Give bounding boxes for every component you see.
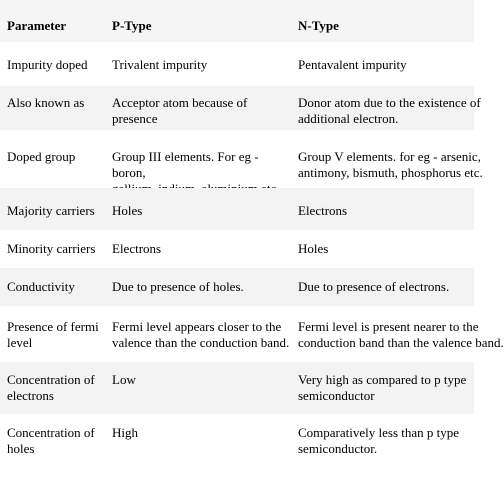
header-parameter: Parameter bbox=[7, 18, 67, 33]
table-row bbox=[0, 414, 474, 495]
p-type-cell: Low bbox=[112, 372, 136, 387]
n-type-cell: Due to presence of electrons. bbox=[298, 279, 450, 294]
table-row bbox=[0, 188, 474, 230]
table-row bbox=[0, 42, 474, 86]
header-p-type: P-Type bbox=[112, 18, 152, 33]
parameter-cell: Doped group bbox=[7, 149, 76, 164]
p-type-cell: Trivalent impurity bbox=[112, 57, 208, 72]
n-type-cell: Group V elements. for eg - arsenic, antimony, bismuth, phosphorus etc. bbox=[298, 149, 483, 180]
table-row bbox=[0, 86, 481, 130]
parameter-cell: Conductivity bbox=[7, 279, 75, 294]
p-type-cell: Due to presence of holes. bbox=[112, 279, 244, 294]
p-type-cell: Electrons bbox=[112, 241, 162, 256]
parameter-cell: Concentration of electrons bbox=[7, 372, 95, 403]
table-row bbox=[0, 268, 474, 306]
p-type-cell: Holes bbox=[112, 203, 143, 218]
parameter-cell: Also known as bbox=[7, 95, 85, 110]
n-type-cell: Donor atom due to the existence of additional electron. bbox=[298, 95, 481, 126]
table-row bbox=[0, 230, 474, 268]
table-header-row bbox=[0, 0, 474, 42]
n-type-cell: Pentavalent impurity bbox=[298, 57, 407, 72]
header-n-type: N-Type bbox=[298, 18, 339, 33]
parameter-cell: Minority carriers bbox=[7, 241, 96, 256]
table-row bbox=[0, 130, 483, 188]
n-type-cell: Very high as compared to p type semiconductor bbox=[298, 372, 467, 403]
p-type-cell: Fermi level appears closer to the valence than the conduction band. bbox=[112, 319, 290, 350]
parameter-cell: Impurity doped bbox=[7, 57, 88, 72]
p-type-cell: High bbox=[112, 425, 138, 440]
p-type-cell: Acceptor atom because of presence bbox=[112, 95, 248, 126]
parameter-cell: Majority carriers bbox=[7, 203, 95, 218]
p-type-cell: Group III elements. For eg - boron, bbox=[112, 149, 259, 180]
n-type-cell: Holes bbox=[298, 241, 329, 256]
table-row bbox=[0, 362, 474, 414]
n-type-cell: Comparatively less than p type semiconductor. bbox=[298, 425, 460, 456]
table-row bbox=[0, 306, 504, 362]
n-type-cell: Electrons bbox=[298, 203, 348, 218]
parameter-cell: Presence of fermi level bbox=[7, 319, 99, 350]
n-type-cell: Fermi level is present nearer to the conduction band than the valence band. bbox=[298, 319, 504, 350]
parameter-cell: Concentration of holes bbox=[7, 425, 95, 456]
